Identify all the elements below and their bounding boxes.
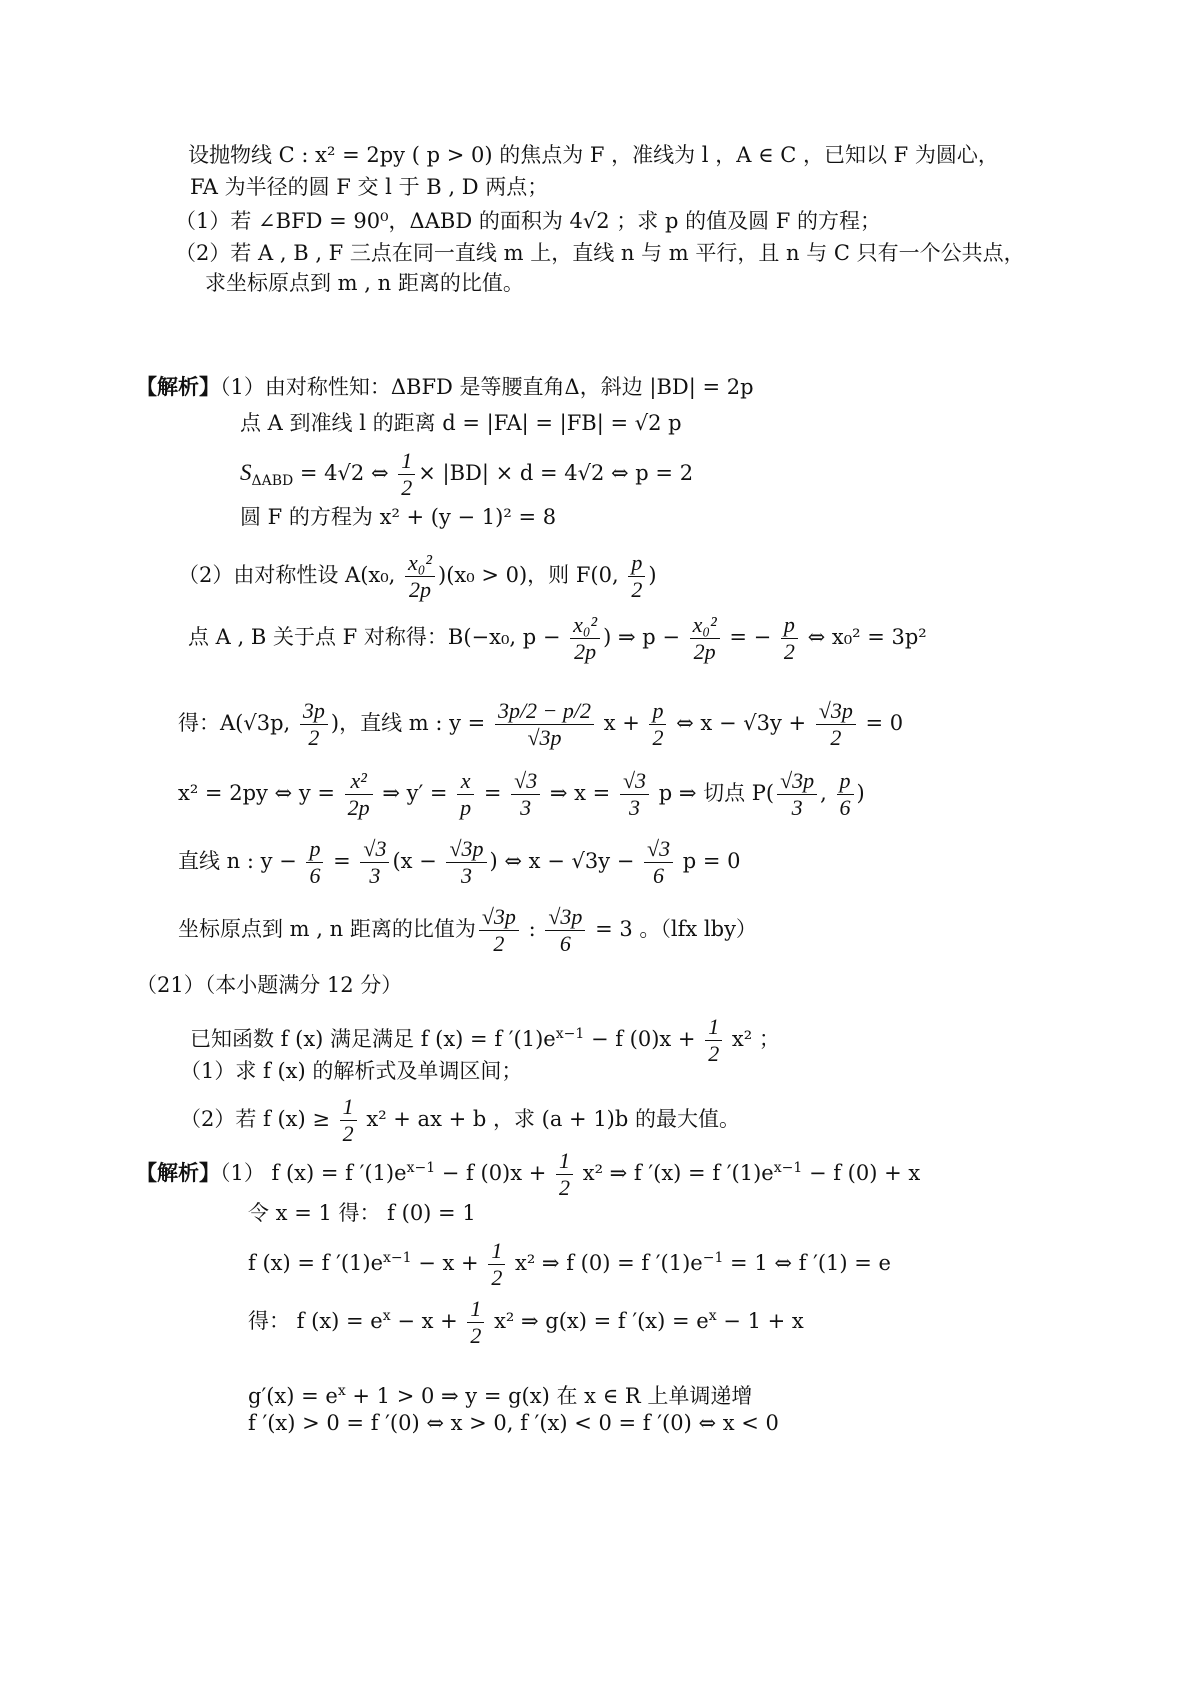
solution-text: （1）由对称性知：ΔBFD 是等腰直角Δ，斜边 |BD| = 2p	[220, 375, 754, 399]
fraction	[446, 836, 486, 889]
solution-text: ) ⇔ x − √3y −	[489, 849, 642, 873]
fraction	[545, 904, 585, 957]
question-text: （1）求 f (x) 的解析式及单调区间；	[180, 1059, 523, 1083]
math-text: × |BD| × d = 4√2 ⇔ p = 2	[418, 461, 694, 485]
fraction	[495, 698, 594, 751]
fraction	[570, 612, 600, 665]
question-text: （2）若 A , B , F 三点在同一直线 m 上，直线 n 与 m 平行，且 n 与 C 只有一个公共点，	[175, 241, 1025, 265]
fraction-denominator: 2	[652, 725, 664, 750]
solution-text: f ′(x) > 0 = f ′(0) ⇔ x > 0, f ′(x) < 0 = f ′(0) ⇔ x < 0	[248, 1411, 779, 1435]
solution-part1-line3	[240, 448, 693, 501]
fraction-denominator: 2	[493, 931, 505, 956]
solution-part1-line2	[240, 408, 682, 438]
solution-text: 令 x = 1 得： f (0) = 1	[248, 1201, 476, 1225]
fraction	[628, 550, 645, 603]
fraction	[777, 768, 817, 821]
fraction-denominator: 6	[839, 795, 851, 820]
solution-text: （1） f (x) = f ′(1)e	[220, 1161, 407, 1185]
fraction	[620, 768, 649, 821]
problem-stem-line1	[188, 140, 999, 170]
problem21-question-1	[180, 1056, 522, 1086]
fraction-denominator: 2	[708, 1041, 720, 1066]
solution21-line5	[248, 1376, 752, 1411]
fraction-numerator: p	[306, 836, 323, 863]
solution-text: x² ⇒ f (0) = f ′(1)e	[508, 1251, 703, 1275]
fraction-denominator: 3	[460, 863, 472, 888]
solution-text: p = 0	[676, 849, 741, 873]
fraction-numerator: √3	[620, 768, 649, 795]
solution-text: 直线 n : y −	[178, 849, 304, 873]
math-superscript: x−1	[555, 1026, 585, 1042]
solution21-line3	[248, 1238, 891, 1291]
solution-part2-line5	[178, 836, 741, 889]
fraction	[837, 768, 854, 821]
question-text: x² + ax + b ，求 (a + 1)b 的最大值。	[359, 1107, 740, 1131]
fraction	[556, 1148, 573, 1201]
fraction-numerator: x₀²	[690, 612, 720, 639]
solution-text: ⇒ y′ =	[375, 781, 455, 805]
solution-part1-line4	[240, 502, 556, 532]
fraction-numerator: 1	[488, 1238, 505, 1265]
solution-text: 点 A , B 关于点 F 对称得：B(−x₀, p −	[188, 625, 568, 649]
fraction-denominator: 3	[369, 863, 381, 888]
solution-text: )	[856, 781, 865, 805]
problem21-question-2	[180, 1094, 740, 1147]
solution-text: x² ⇒ f ′(x) = f ′(1)e	[576, 1161, 774, 1185]
solution-part2-line3	[178, 698, 903, 751]
problem-question-1	[175, 206, 881, 236]
solution21-line4	[248, 1296, 804, 1349]
problem21-header	[136, 970, 402, 1000]
fraction	[644, 836, 673, 889]
solution-part2-line1	[178, 550, 657, 603]
problem-stem-text: 设抛物线 C : x² = 2py ( p > 0) 的焦点为 F ，准线为 l ，A ∈ C ，已知以 F 为圆心，	[188, 143, 999, 167]
problem-stem-text: 已知函数 f (x) 满足满足 f (x) = f ′(1)e	[190, 1027, 556, 1051]
solution-text: x² = 2py ⇔ y =	[178, 781, 342, 805]
fraction-denominator: 2	[308, 725, 320, 750]
fraction-denominator: 2	[491, 1265, 503, 1290]
fraction-denominator: p	[460, 795, 472, 820]
math-superscript: x	[382, 1308, 391, 1324]
solution-text: − x +	[390, 1309, 465, 1333]
fraction-numerator: √3	[644, 836, 673, 863]
solution-text: )(x₀ > 0)，则 F(0,	[438, 563, 626, 587]
solution-text: x +	[597, 711, 647, 735]
solution21-line2	[248, 1198, 476, 1228]
solution-text: ) ⇒ p −	[603, 625, 687, 649]
math-text: S	[240, 460, 252, 485]
fraction-numerator: x₀²	[405, 550, 435, 577]
fraction-numerator: 3p/2 − p/2	[495, 698, 594, 725]
fraction-denominator: 2p	[409, 577, 432, 602]
solution-text: = 1 ⇔ f ′(1) = e	[723, 1251, 891, 1275]
solution-text: + 1 > 0 ⇒ y = g(x) 在 x ∈ R 上单调递增	[345, 1384, 753, 1408]
solution-text: =	[326, 849, 358, 873]
problem-stem-text: x² ；	[725, 1027, 780, 1051]
fraction-numerator: 1	[340, 1094, 357, 1121]
fraction-denominator: 2	[830, 725, 842, 750]
solution-text: 得： f (x) = e	[248, 1309, 383, 1333]
solution-text: 得：A(√3p,	[178, 711, 297, 735]
fraction-numerator: x	[457, 768, 474, 795]
math-superscript: x	[337, 1383, 346, 1399]
fraction-numerator: 1	[705, 1014, 722, 1041]
solution-text: :	[521, 917, 543, 941]
fraction-numerator: x²	[345, 768, 373, 795]
fraction	[511, 768, 540, 821]
fraction	[306, 836, 323, 889]
fraction	[488, 1238, 505, 1291]
solution-text: ,	[820, 781, 834, 805]
solution-part2-line6	[178, 904, 757, 957]
fraction-numerator: √3	[360, 836, 389, 863]
fraction	[300, 698, 328, 751]
solution-text: − 1 + x	[716, 1309, 804, 1333]
fraction-denominator: 6	[559, 931, 571, 956]
solution-text: 坐标原点到 m , n 距离的比值为	[178, 917, 476, 941]
question-text: 求坐标原点到 m , n 距离的比值。	[205, 271, 524, 295]
fraction	[360, 836, 389, 889]
solution-label: 【解析】	[136, 1160, 220, 1185]
solution-text: x² ⇒ g(x) = f ′(x) = e	[487, 1309, 709, 1333]
math-text: = 4√2 ⇔	[293, 461, 396, 485]
question-text: （1）若 ∠BFD = 90⁰，ΔABD 的面积为 4√2 ；求 p 的值及圆 F 的方程；	[175, 209, 882, 233]
fraction-numerator: x₀²	[570, 612, 600, 639]
math-superscript: x−1	[383, 1250, 412, 1266]
math-superscript: x	[708, 1308, 717, 1324]
fraction-denominator: 2p	[693, 639, 716, 664]
solution-text: （2）由对称性设 A(x₀,	[178, 563, 403, 587]
problem-header-text: （21）（本小题满分 12 分）	[136, 973, 403, 997]
math-superscript: x−1	[773, 1160, 803, 1176]
question-text: （2）若 f (x) ≥	[180, 1107, 337, 1131]
fraction-denominator: 6	[653, 863, 665, 888]
solution-text: 圆 F 的方程为 x² + (y − 1)² = 8	[240, 505, 557, 529]
fraction-denominator: 3	[520, 795, 532, 820]
fraction-denominator: 2	[470, 1323, 482, 1348]
problem-question-2-line2	[205, 268, 524, 298]
solution-text: − f (0) + x	[802, 1161, 921, 1185]
solution-part1-line1	[136, 372, 754, 402]
problem-question-2-line1	[175, 238, 1025, 268]
fraction	[457, 768, 474, 821]
math-superscript: −1	[702, 1250, 724, 1266]
fraction	[705, 1014, 722, 1067]
solution-text: = 0	[858, 711, 904, 735]
fraction-denominator: √3p	[527, 725, 562, 750]
fraction	[781, 612, 798, 665]
fraction-numerator: p	[837, 768, 854, 795]
solution-text: ⇒ x =	[543, 781, 617, 805]
solution21-line1	[136, 1148, 920, 1201]
math-superscript: x−1	[406, 1160, 436, 1176]
solution-text: f (x) = f ′(1)e	[248, 1251, 384, 1275]
fraction-denominator: 2p	[347, 795, 370, 820]
problem-stem-text: FA 为半径的圆 F 交 l 于 B , D 两点；	[190, 175, 549, 199]
fraction-denominator: 2	[783, 639, 795, 664]
fraction-numerator: √3p	[545, 904, 585, 931]
fraction-numerator: 1	[398, 448, 415, 475]
fraction-denominator: 2	[631, 577, 643, 602]
fraction-denominator: 6	[309, 863, 321, 888]
fraction-numerator: √3	[511, 768, 540, 795]
solution-text: =	[477, 781, 509, 805]
fraction	[398, 448, 415, 501]
fraction-denominator: 2	[342, 1121, 354, 1146]
fraction-numerator: √3p	[816, 698, 856, 725]
fraction	[467, 1296, 484, 1349]
solution-text: )，直线 m : y =	[330, 711, 492, 735]
solution21-line6	[248, 1408, 779, 1438]
solution-label: 【解析】	[136, 374, 220, 399]
fraction-numerator: √3p	[446, 836, 486, 863]
problem-stem-text: − f (0)x +	[584, 1027, 703, 1051]
fraction-denominator: 3	[628, 795, 640, 820]
fraction-denominator: 2	[559, 1175, 571, 1200]
fraction	[345, 768, 373, 821]
solution-text: (x −	[392, 849, 444, 873]
solution-text: − f (0)x +	[435, 1161, 554, 1185]
fraction-numerator: p	[649, 698, 666, 725]
solution-text: g′(x) = e	[248, 1384, 338, 1408]
solution-text: ⇔ x₀² = 3p²	[800, 625, 927, 649]
fraction-denominator: 2p	[574, 639, 597, 664]
problem-stem-line2	[190, 172, 548, 202]
solution-text: )	[648, 563, 657, 587]
solution-text: ⇔ x − √3y +	[669, 711, 813, 735]
solution-text: − x +	[411, 1251, 486, 1275]
fraction-denominator: 3	[791, 795, 803, 820]
fraction-denominator: 2	[401, 475, 413, 500]
fraction-numerator: 1	[467, 1296, 484, 1323]
fraction-numerator: √3p	[479, 904, 519, 931]
solution-text: 点 A 到准线 l 的距离 d = |FA| = |FB| = √2 p	[240, 411, 682, 435]
fraction-numerator: p	[781, 612, 798, 639]
solution-text: p ⇒ 切点 P(	[652, 781, 775, 805]
fraction	[816, 698, 856, 751]
fraction-numerator: 1	[556, 1148, 573, 1175]
fraction	[690, 612, 720, 665]
fraction	[405, 550, 435, 603]
fraction	[340, 1094, 357, 1147]
fraction-numerator: √3p	[777, 768, 817, 795]
solution-part2-line2	[188, 612, 927, 665]
fraction-numerator: p	[628, 550, 645, 577]
fraction-numerator: 3p	[300, 698, 328, 725]
solution-part2-line4	[178, 768, 865, 821]
fraction	[479, 904, 519, 957]
solution-text: = −	[722, 625, 778, 649]
fraction	[649, 698, 666, 751]
solution-text: = 3 。（lfx lby）	[588, 917, 757, 941]
math-subscript: ΔABD	[251, 473, 294, 490]
